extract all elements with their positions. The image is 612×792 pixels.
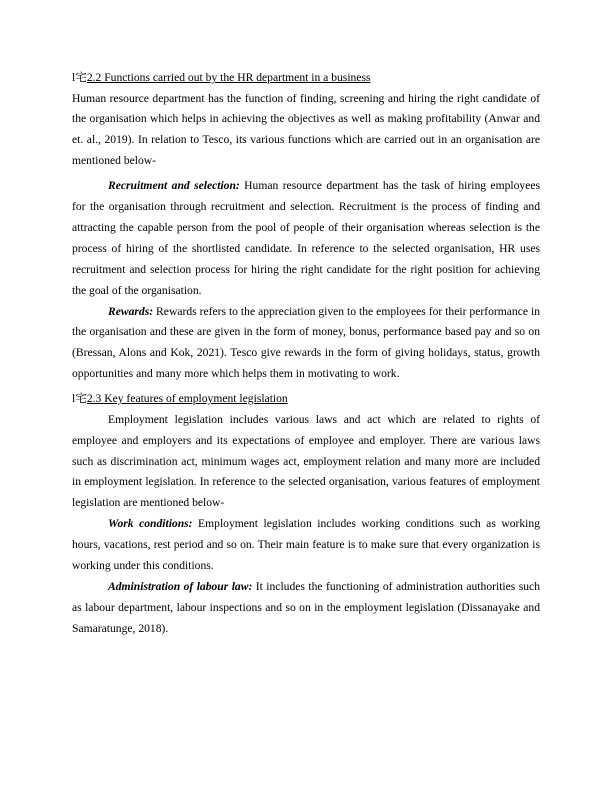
labour-law-term: Administration of labour law: bbox=[108, 579, 253, 593]
work-conditions-paragraph bbox=[72, 514, 540, 577]
section-heading-2-2 bbox=[72, 68, 540, 89]
section-heading-2-3 bbox=[72, 389, 540, 410]
work-conditions-text: Employment legislation includes working conditions such as working hours, vacations, rest period and so on. Their main feature is to make sure that every organization is working under this conditions. bbox=[72, 517, 540, 573]
intro-paragraph-2-3: Employment legislation includes various laws and act which are related to rights of employee and employers and its expectations of employee and employer. There are various laws such as discrimination act, minimum wages act, employment relation and many more are included in employment legislation. In reference to the selected organisation, various features of employment legislation are mentioned below- bbox=[72, 412, 540, 510]
recruitment-term: Recruitment and selection: bbox=[108, 179, 240, 193]
recruitment-paragraph bbox=[72, 176, 540, 301]
heading-prefix-glyph: l宅 bbox=[72, 392, 87, 406]
heading-prefix-glyph: l宅 bbox=[72, 71, 87, 84]
intro-paragraph-2-2: Human resource department has the function of finding, screening and hiring the right candidate of the organisation which helps in achieving the objectives as well as making profitability (Anwar and et. al., 2019). In relation to Tesco, its various functions which are carried out in an organisation are mentioned below- bbox=[72, 91, 540, 168]
labour-law-text: It includes the functioning of administration authorities such as labour department, labour inspections and so on in the employment legislation (Dissanayake and Samaratunge, 2018). bbox=[72, 579, 540, 635]
rewards-paragraph bbox=[72, 302, 540, 386]
section-title-2-3: 2.3 Key features of employment legislation bbox=[86, 392, 288, 406]
rewards-term: Rewards: bbox=[108, 304, 154, 318]
recruitment-text: Human resource department has the task of hiring employees for the organisation through recruitment and selection. Recruitment is the process of finding and attracting the capable person from the pool of people of their organisation whereas selection is the process of hiring of the shortlisted candidate. In reference to the selected organisation, HR uses recruitment and selection process for hiring the right candidate for the right position for achieving the goal of the organisation. bbox=[72, 179, 540, 297]
rewards-text: Rewards refers to the appreciation given to the employees for their performance in the organisation and these are given in the form of money, bonus, performance based pay and so on (Bressan, Alons and Kok, 2021). Tesco give rewards in the form of giving holidays, status, growth opportunities and many more which helps them in motivating to work. bbox=[72, 304, 540, 381]
document-page bbox=[72, 68, 540, 640]
work-conditions-term: Work conditions: bbox=[108, 517, 193, 531]
labour-law-paragraph bbox=[72, 577, 540, 640]
section-title-2-2: 2.2 Functions carried out by the HR department in a business bbox=[86, 71, 371, 84]
